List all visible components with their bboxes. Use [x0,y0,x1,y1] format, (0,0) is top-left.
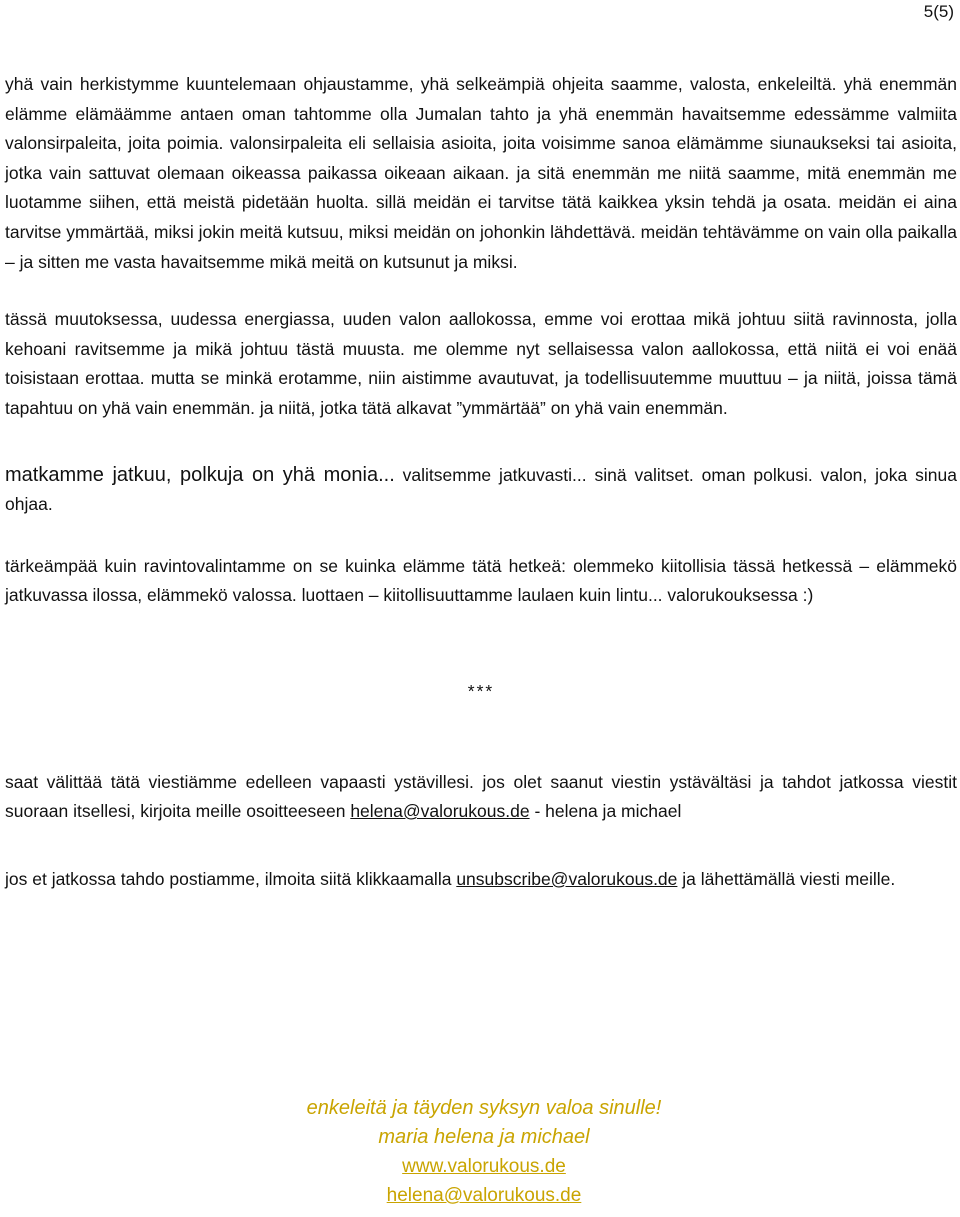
paragraph-3-lead: matkamme jatkuu, polkuja on yhä monia... [5,463,395,486]
paragraph-3-rest: valitsemme jatkuvasti... sinä valitset. oman polkusi. valon, joka sinua ohjaa. [5,464,957,515]
paragraph-4: tärkeämpää kuin ravintovalintamme on se kuinka elämme tätä hetkeä: olemmeko kiitollisia tässä hetkessä – elämmekö jatkuvassa ilossa, elämmekö valossa. luottaen – kiitollisuuttamme laulaen kuin lintu... valorukouksessa :) [5,555,957,606]
signature-block [0,1094,960,1210]
signature-names: maria helena ja michael [378,1126,590,1148]
separator-stars: *** [467,680,495,701]
paragraph-6-end: ja lähettämällä viesti meille. [677,868,896,889]
signature-greeting: enkeleitä ja täyden syksyn valoa sinulle! [306,1097,662,1119]
page-number: 5(5) [923,2,954,21]
paragraph-5-text: saat välittää tätä viestiämme edelleen vapaasti ystävillesi. jos olet saanut viestin ystävältäsi ja tahdot jatkossa viestit suoraan itsellesi, kirjoita meille osoitteeseen [5,771,957,822]
signature-email-link[interactable]: helena@valorukous.de [386,1185,582,1206]
unsubscribe-email-link[interactable]: unsubscribe@valorukous.de [456,868,678,889]
paragraph-6 [5,865,957,895]
document-body [5,70,957,894]
website-link[interactable]: www.valorukous.de [402,1156,566,1177]
contact-email-link[interactable]: helena@valorukous.de [350,801,530,822]
paragraph-6-text: jos et jatkossa tahdo postiamme, ilmoita siitä klikkaamalla [5,868,457,889]
paragraph-5 [5,768,957,827]
paragraph-3 [5,461,957,520]
paragraph-2: tässä muutoksessa, uudessa energiassa, uuden valon aallokossa, emme voi erottaa mikä johtuu siitä ravinnosta, jolla kehoani ravitsemme ja mikä johtuu tästä muusta. me olemme nyt sellaisessa valon aallokossa, että niitä ei voi enää toisistaan erottaa. mutta se minkä erotamme, niin aistimme avautuvat, ja todellisuutemme muuttuu – ja niitä, joissa tämä tapahtuu on yhä vain enemmän. ja niitä, jotka tätä alkavat ”ymmärtää” on yhä vain enemmän. [5,309,957,418]
paragraph-1: yhä vain herkistymme kuuntelemaan ohjaustamme, yhä selkeämpiä ohjeita saamme, valosta, enkeleiltä. yhä enemmän elämme elämäämme antaen oman tahtomme olla Jumalan tahto ja yhä enemmän havaitsemme edessämme valmiita valonsirpaleita, joita poimia. valonsirpaleita eli sellaisia asioita, joita voisimme sanoa elämämme siunaukseksi tai asioita, jotka vain sattuvat olemaan oikeassa paikassa oikeaan aikaan. ja sitä enemmän me niitä saamme, mitä enemmän me luotamme siihen, että meistä pidetään huolta. sillä meidän ei tarvitse tätä kaikkea yksin tehdä ja osata. meidän ei aina tarvitse ymmärtää, miksi jokin meitä kutsuu, miksi meidän on johonkin lähdettävä. meidän tehtävämme on vain olla paikalla – ja sitten me vasta havaitsemme mikä meitä on kutsunut ja miksi. [5,74,957,272]
paragraph-5-end: - helena ja michael [529,801,682,822]
